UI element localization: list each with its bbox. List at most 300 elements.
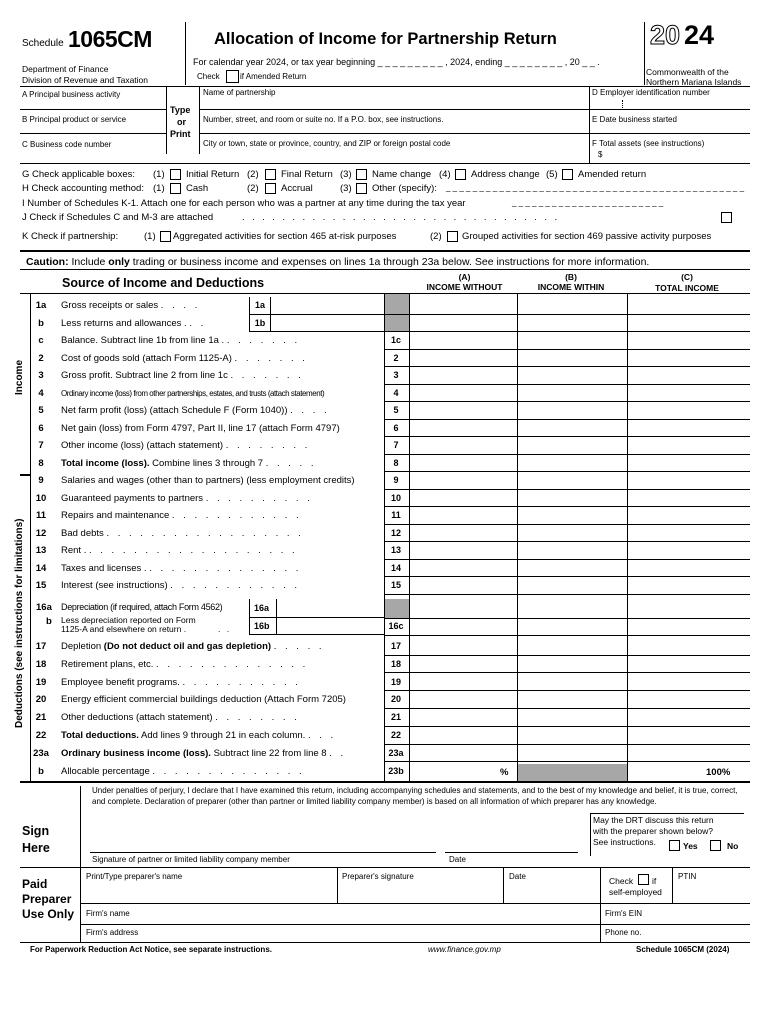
line-description bbox=[61, 641, 325, 652]
line-number: 23a bbox=[33, 747, 49, 759]
col-c-amount[interactable] bbox=[628, 560, 750, 577]
col-a-amount[interactable] bbox=[410, 472, 517, 489]
commonwealth-line1: Commonwealth of the bbox=[646, 67, 729, 77]
line-number: 7 bbox=[38, 440, 44, 451]
address-change-checkbox[interactable] bbox=[455, 169, 466, 180]
line16a-num: 16a bbox=[36, 602, 52, 613]
table-row bbox=[0, 525, 770, 543]
line-desc-text: Total income (loss). bbox=[61, 457, 150, 469]
g1-text: Initial Return bbox=[186, 169, 240, 180]
line-number: 11 bbox=[35, 510, 47, 521]
line-box-label: 5 bbox=[393, 405, 399, 415]
line-dots: . . . . . . . . . . . . . . bbox=[149, 562, 302, 574]
use-only-label: Use Only bbox=[22, 907, 75, 921]
check-label: Check bbox=[197, 72, 220, 81]
line-dots: . . . . . bbox=[265, 457, 317, 469]
firm-address-label: Firm's address bbox=[86, 928, 139, 937]
drt-yes-label: Yes bbox=[683, 841, 698, 851]
k1-text: Aggregated activities for section 465 at-risk purposes bbox=[173, 231, 397, 242]
line-desc-text: Ordinary income (loss) from other partnerships, estates, and trusts (attach statement) bbox=[61, 388, 325, 398]
line16b-desc2: 1125-A and elsewhere on return . bbox=[61, 624, 187, 634]
line-desc-text2: Combine lines 3 through 7 bbox=[149, 457, 264, 469]
line-dots: . . . . . . . bbox=[234, 352, 308, 364]
line-desc-text: Guaranteed payments to partners bbox=[61, 492, 204, 504]
year-outline: 20 bbox=[650, 20, 681, 50]
initial-return-checkbox[interactable] bbox=[170, 169, 181, 180]
col-c-amount[interactable] bbox=[628, 455, 750, 472]
table-row bbox=[0, 402, 770, 420]
col-c-amount[interactable] bbox=[628, 420, 750, 437]
col-c-amount[interactable] bbox=[628, 525, 750, 542]
line23b-percent-sign: % bbox=[500, 767, 509, 778]
col-b-amount[interactable] bbox=[518, 638, 627, 655]
table-row bbox=[0, 350, 770, 368]
line16b-sub: 16b bbox=[254, 621, 270, 631]
form-title: Allocation of Income for Partnership Return bbox=[214, 30, 557, 48]
line-number: 10 bbox=[35, 492, 47, 504]
col-c-amount[interactable] bbox=[628, 472, 750, 489]
paid-label: Paid bbox=[22, 877, 48, 891]
line-number: b bbox=[38, 765, 44, 777]
table-row bbox=[0, 542, 770, 560]
col-a-amount[interactable] bbox=[410, 727, 517, 744]
col-b-amount[interactable] bbox=[518, 691, 627, 708]
line-description bbox=[61, 712, 300, 723]
col-b-amount[interactable] bbox=[518, 350, 627, 367]
table-row bbox=[0, 560, 770, 578]
label-principal-activity: A Principal business activity bbox=[22, 90, 121, 99]
col-b-amount[interactable] bbox=[518, 525, 627, 542]
penalty-statement: Under penalties of perjury, I declare that I have examined this return, including accompanying schedules and statements, and to the best of my knowledge and belief, it is true, correct, and complete. Declaration of preparer (other than partner or limited liability company member) is based on all information of which preparer has any knowledge. bbox=[92, 786, 738, 806]
cash-checkbox[interactable] bbox=[170, 183, 181, 194]
line-box-label: 23b bbox=[388, 765, 404, 776]
firm-ein-label: Firm's EIN bbox=[605, 909, 643, 918]
col-a-amount[interactable] bbox=[410, 709, 517, 726]
table-row bbox=[0, 709, 770, 727]
drt-yes-checkbox[interactable] bbox=[669, 840, 680, 851]
preparer-date-label: Date bbox=[509, 872, 526, 881]
line-description bbox=[61, 545, 298, 556]
col-a-amount[interactable] bbox=[410, 507, 517, 524]
preparer-label: Preparer bbox=[22, 892, 72, 906]
col-c-header: TOTAL INCOME bbox=[655, 283, 719, 293]
caution-post: trading or business income and expenses on lines 1a through 23a below. See instructions for more information. bbox=[132, 256, 650, 268]
preparer-signature-label: Preparer's signature bbox=[342, 872, 414, 881]
line-number: 17 bbox=[35, 641, 47, 652]
line-number: 4 bbox=[38, 387, 44, 399]
print-label: Print bbox=[170, 129, 191, 139]
line-description bbox=[61, 677, 301, 688]
schedule-word: Schedule bbox=[22, 38, 64, 49]
col-c-amount[interactable] bbox=[628, 674, 750, 691]
col-a-amount[interactable] bbox=[410, 455, 517, 472]
label-principal-product: B Principal product or service bbox=[22, 115, 127, 124]
col-b-amount[interactable] bbox=[518, 507, 627, 524]
dept-line1: Department of Finance bbox=[22, 64, 109, 74]
line-box-label: 15 bbox=[390, 580, 401, 590]
line-desc-text: Total deductions. bbox=[61, 730, 139, 741]
line-desc-text2: (Do not deduct oil and gas depletion) bbox=[101, 641, 272, 652]
col-b-amount[interactable] bbox=[518, 472, 627, 489]
h-label: H Check accounting method: bbox=[22, 183, 144, 194]
table-row bbox=[0, 315, 770, 333]
signature-label: Signature of partner or limited liability company member bbox=[92, 855, 290, 864]
line16a-sub: 16a bbox=[254, 603, 270, 613]
line-description bbox=[61, 389, 324, 398]
line-description bbox=[61, 694, 346, 705]
line-description bbox=[61, 748, 346, 759]
col-a-amount[interactable] bbox=[410, 350, 517, 367]
sign-label: Sign bbox=[22, 824, 50, 838]
col-a-amount[interactable] bbox=[410, 385, 517, 402]
form-number: 1065CM bbox=[68, 26, 152, 52]
year-solid: 24 bbox=[684, 20, 715, 50]
line-dots: . . . . . . . . bbox=[225, 440, 311, 451]
final-return-checkbox[interactable] bbox=[265, 169, 276, 180]
self-employed-check-label: Check bbox=[609, 876, 634, 886]
label-date-started: E Date business started bbox=[592, 115, 677, 124]
col-b-amount[interactable] bbox=[518, 437, 627, 454]
table-row bbox=[0, 455, 770, 473]
col-a-amount[interactable] bbox=[410, 577, 517, 594]
line-description bbox=[61, 370, 304, 381]
drt-box bbox=[590, 813, 744, 856]
table-row bbox=[0, 490, 770, 508]
col-a-amount[interactable] bbox=[410, 437, 517, 454]
col-c-amount[interactable] bbox=[628, 542, 750, 559]
col-c-amount[interactable] bbox=[628, 691, 750, 708]
line-box-label: 19 bbox=[390, 676, 401, 687]
col-c-amount[interactable] bbox=[628, 507, 750, 524]
line-desc-text: Interest (see instructions) bbox=[61, 580, 168, 591]
col-a-amount[interactable] bbox=[410, 656, 517, 673]
line-number: 13 bbox=[35, 545, 47, 556]
section-title: Source of Income and Deductions bbox=[62, 276, 265, 290]
col-a-amount[interactable] bbox=[410, 490, 517, 507]
line-description bbox=[61, 318, 206, 329]
line-dots: . . . . . . . bbox=[226, 335, 301, 346]
k-label: K Check if partnership: bbox=[22, 231, 119, 242]
col-c-amount[interactable] bbox=[628, 437, 750, 454]
line-box-label: 1c bbox=[390, 335, 401, 345]
col-a-amount[interactable] bbox=[410, 638, 517, 655]
table-row bbox=[0, 297, 770, 315]
table-row bbox=[0, 638, 770, 656]
self-employed-if: if bbox=[652, 876, 657, 886]
col-b-amount[interactable] bbox=[518, 727, 627, 744]
col-c-amount[interactable] bbox=[628, 402, 750, 419]
here-label: Here bbox=[22, 841, 50, 855]
g2-num: (2) bbox=[247, 169, 259, 180]
line-description bbox=[61, 353, 308, 364]
deductions-side-label: Deductions (see instructions for limitations) bbox=[14, 518, 25, 728]
line16c-box: 16c bbox=[388, 621, 404, 631]
line-description bbox=[61, 528, 304, 539]
col-a-amount[interactable] bbox=[410, 525, 517, 542]
col-b-amount[interactable] bbox=[518, 315, 627, 332]
line-number: 8 bbox=[38, 457, 44, 469]
h2-text: Accrual bbox=[281, 183, 313, 194]
col-c-amount[interactable] bbox=[628, 577, 750, 594]
line-dots: . . . . bbox=[290, 405, 330, 416]
footer-form-id: Schedule 1065CM (2024) bbox=[636, 945, 730, 954]
col-c-amount[interactable] bbox=[628, 350, 750, 367]
line-desc-text2: Add lines 9 through 21 in each column. bbox=[138, 730, 306, 741]
amended-return-checkbox[interactable] bbox=[226, 70, 239, 83]
line-dots: . . . . bbox=[160, 300, 201, 311]
line-box-label: 3 bbox=[393, 370, 399, 380]
or-label: or bbox=[177, 117, 186, 127]
col-b-amount[interactable] bbox=[518, 455, 627, 472]
footer-website[interactable]: www.finance.gov.mp bbox=[428, 945, 501, 954]
line-desc-text: Ordinary business income (loss). bbox=[61, 747, 211, 759]
col-a-amount[interactable] bbox=[410, 332, 517, 349]
line-dots: . . . . . . . . . . . . bbox=[171, 510, 302, 521]
table-row bbox=[0, 656, 770, 674]
line16b-dots: . . bbox=[218, 624, 232, 634]
label-street: Number, street, and room or suite no. If a P.O. box, see instructions. bbox=[203, 115, 444, 124]
amended-label: if Amended Return bbox=[240, 72, 307, 81]
line-desc-text: Other deductions (attach statement) bbox=[61, 712, 213, 724]
col-b-amount[interactable] bbox=[518, 577, 627, 594]
label-partnership-name: Name of partnership bbox=[203, 88, 276, 97]
line-description bbox=[61, 580, 300, 591]
aggregated-activities-checkbox[interactable] bbox=[160, 231, 171, 242]
line16b-desc1: Less depreciation reported on Form bbox=[61, 615, 196, 625]
line-dots: . . bbox=[189, 317, 207, 329]
self-employed-checkbox[interactable] bbox=[638, 874, 649, 885]
label-city: City or town, state or province, country, and ZIP or foreign postal code bbox=[203, 139, 451, 148]
col-b-amount[interactable] bbox=[518, 709, 627, 726]
line-description bbox=[61, 563, 301, 574]
line16a-desc: Depreciation (if required, attach Form 4562) bbox=[61, 602, 223, 612]
col-b-amount[interactable] bbox=[518, 560, 627, 577]
k1-count-input[interactable]: _ _ _ _ _ _ _ _ _ _ _ _ _ _ _ _ _ _ _ _ _ _ _ bbox=[512, 198, 664, 207]
col-a-amount[interactable] bbox=[410, 402, 517, 419]
line-desc-text: Depletion bbox=[61, 641, 102, 652]
col-c-amount[interactable] bbox=[628, 490, 750, 507]
i-text: I Number of Schedules K-1. Attach one for each person who was a partner at any time during the tax year bbox=[22, 198, 466, 209]
col-b-amount[interactable] bbox=[518, 385, 627, 402]
col-b-amount[interactable] bbox=[518, 674, 627, 691]
line-number: 14 bbox=[35, 562, 47, 574]
h1-num: (1) bbox=[153, 183, 165, 194]
col-c-amount[interactable] bbox=[628, 297, 750, 314]
table-row bbox=[0, 420, 770, 438]
line-dots: . . . . . bbox=[273, 641, 325, 652]
line-description bbox=[61, 458, 316, 469]
table-row bbox=[0, 385, 770, 403]
line23b-total-percent: 100% bbox=[706, 767, 731, 778]
col-b-amount[interactable] bbox=[518, 420, 627, 437]
table-row bbox=[0, 674, 770, 692]
signature-line[interactable] bbox=[90, 852, 436, 853]
line-description bbox=[61, 405, 330, 416]
line-box-label: 2 bbox=[393, 352, 399, 363]
line-number: 9 bbox=[38, 475, 44, 486]
line-box-label: 20 bbox=[390, 694, 401, 705]
col-c-amount[interactable] bbox=[628, 763, 750, 780]
g4-text: Address change bbox=[471, 169, 540, 180]
table-row bbox=[0, 332, 770, 350]
ptin-label: PTIN bbox=[678, 872, 697, 881]
line-dots: . . . . . . . . . . . . . . . . . . . bbox=[89, 545, 298, 556]
col-b-amount[interactable] bbox=[518, 763, 627, 780]
col-b-amount[interactable] bbox=[518, 656, 627, 673]
table-row bbox=[0, 472, 770, 490]
line16b-num: b bbox=[46, 616, 52, 627]
line-box-label: 10 bbox=[390, 492, 401, 503]
line-dots: . . . . . . . . . . . . . . . . . . bbox=[106, 527, 304, 539]
col-c-amount[interactable] bbox=[628, 332, 750, 349]
line-desc-text: Employee benefit programs. bbox=[61, 676, 180, 688]
col-b-amount[interactable] bbox=[518, 745, 627, 762]
col-b-letter: (B) bbox=[565, 272, 577, 282]
line-box-label: 9 bbox=[393, 475, 399, 485]
col-c-amount[interactable] bbox=[628, 656, 750, 673]
line-box-label: 17 bbox=[390, 641, 401, 651]
accrual-checkbox[interactable] bbox=[265, 183, 276, 194]
col-a-amount[interactable] bbox=[410, 542, 517, 559]
schedules-c-m3-checkbox[interactable] bbox=[721, 212, 732, 223]
col-c-amount[interactable] bbox=[628, 315, 750, 332]
g5-text: Amended return bbox=[578, 169, 647, 180]
grouped-activities-checkbox[interactable] bbox=[447, 231, 458, 242]
caution-bold: Caution: bbox=[26, 256, 69, 268]
line-box-label: 7 bbox=[393, 440, 399, 450]
line-box-label: 4 bbox=[393, 387, 399, 398]
g1-num: (1) bbox=[153, 169, 165, 180]
line-desc-text: Balance. Subtract line 1b from line 1a . bbox=[61, 335, 225, 346]
line-desc-text: Gross receipts or sales bbox=[61, 300, 159, 311]
line-desc-text: Other income (loss) (attach statement) bbox=[61, 440, 224, 451]
h3-num: (3) bbox=[340, 183, 352, 194]
table-row bbox=[0, 763, 770, 781]
line-box-label: 18 bbox=[390, 658, 401, 669]
line-description bbox=[61, 659, 308, 670]
preparer-name-label: Print/Type preparer's name bbox=[86, 872, 183, 881]
table-row bbox=[0, 745, 770, 763]
col-c-amount[interactable] bbox=[628, 709, 750, 726]
drt-line2: with the preparer shown below? bbox=[593, 826, 714, 836]
col-c-amount[interactable] bbox=[628, 367, 750, 384]
line-number: 1a bbox=[35, 300, 47, 311]
col-a-amount[interactable] bbox=[410, 691, 517, 708]
line-number: 12 bbox=[35, 527, 47, 539]
j-text: J Check if Schedules C and M-3 are attached bbox=[22, 212, 214, 223]
col-a-amount[interactable] bbox=[410, 420, 517, 437]
other-method-checkbox[interactable] bbox=[356, 183, 367, 194]
line-desc-text2: Subtract line 22 from line 8 bbox=[210, 747, 327, 759]
caution-only: only bbox=[108, 256, 130, 268]
caution-pre: Include bbox=[71, 256, 106, 268]
line-desc-text: Net gain (loss) from Form 4797, Part II, line 17 (attach Form 4797) bbox=[61, 422, 340, 434]
table-row bbox=[0, 577, 770, 595]
line-number: 18 bbox=[35, 658, 47, 670]
line-16 bbox=[0, 599, 770, 635]
line-box-label: 14 bbox=[390, 562, 401, 573]
line-box-label: 8 bbox=[393, 457, 399, 468]
h3-text: Other (specify): bbox=[372, 183, 437, 194]
col-a-amount[interactable] bbox=[410, 674, 517, 691]
line-description bbox=[61, 423, 340, 434]
line-desc-text: Energy efficient commercial buildings deduction (Attach Form 7205) bbox=[61, 694, 346, 706]
table-row bbox=[0, 437, 770, 455]
line-description bbox=[61, 300, 200, 311]
commonwealth-line2: Northern Mariana Islands bbox=[646, 77, 742, 87]
drt-no-checkbox[interactable] bbox=[710, 840, 721, 851]
col-c-amount[interactable] bbox=[628, 638, 750, 655]
other-method-input[interactable]: _ _ _ _ _ _ _ _ _ _ _ _ _ _ _ _ _ _ _ _ _ _ _ _ _ _ _ _ _ _ _ _ _ _ _ _ _ _ _ _ _ _ _ _ _ bbox=[446, 183, 745, 192]
col-c-letter: (C) bbox=[681, 272, 693, 282]
line-dots: . . . . . . . . . . . . bbox=[170, 580, 301, 591]
line-dots: . . . . . . . . . . . . . . bbox=[152, 765, 305, 777]
col-a-amount[interactable] bbox=[410, 367, 517, 384]
amended-return-g-checkbox[interactable] bbox=[562, 169, 573, 180]
line-description bbox=[61, 766, 305, 777]
col-b-amount[interactable] bbox=[518, 367, 627, 384]
col-a-letter: (A) bbox=[458, 272, 471, 282]
line-box-label: 23a bbox=[388, 747, 404, 758]
line-desc-text: Rent . bbox=[61, 545, 87, 556]
col-b-amount[interactable] bbox=[518, 542, 627, 559]
col-b-amount[interactable] bbox=[518, 402, 627, 419]
sub-box-label: 1a bbox=[254, 300, 265, 310]
self-employed-label: self-employed bbox=[609, 887, 662, 897]
col-c-amount[interactable] bbox=[628, 385, 750, 402]
col-a-amount[interactable] bbox=[410, 745, 517, 762]
line-description bbox=[61, 440, 310, 451]
line-box-label: 11 bbox=[391, 510, 401, 520]
line-number: 15 bbox=[35, 580, 47, 591]
caution-line bbox=[26, 256, 649, 268]
col-a-amount[interactable] bbox=[410, 297, 517, 314]
g-label: G Check applicable boxes: bbox=[22, 169, 136, 180]
total-assets-dollar: $ bbox=[598, 150, 603, 159]
line-desc-text: Repairs and maintenance bbox=[61, 510, 170, 521]
col-a-amount[interactable] bbox=[410, 315, 517, 332]
table-row bbox=[0, 507, 770, 525]
col-a-header: INCOME WITHOUT bbox=[426, 282, 503, 292]
k2-num: (2) bbox=[430, 231, 442, 242]
line-number: 22 bbox=[35, 730, 47, 741]
line-dots: . . . . . . . . . . . bbox=[182, 676, 301, 688]
line-number: 21 bbox=[35, 712, 47, 724]
g3-num: (3) bbox=[340, 169, 352, 180]
col-c-amount[interactable] bbox=[628, 745, 750, 762]
line-desc-text: Retirement plans, etc. bbox=[61, 658, 154, 670]
g2-text: Final Return bbox=[281, 169, 333, 180]
col-b-amount[interactable] bbox=[518, 332, 627, 349]
table-row bbox=[0, 727, 770, 745]
g4-num: (4) bbox=[439, 169, 451, 180]
drt-line3: See instructions. bbox=[593, 837, 656, 847]
name-change-checkbox[interactable] bbox=[356, 169, 367, 180]
label-ein: D Employer identification number bbox=[592, 88, 710, 97]
col-b-amount[interactable] bbox=[518, 490, 627, 507]
col-b-amount[interactable] bbox=[518, 297, 627, 314]
line-box-label: 6 bbox=[393, 422, 399, 433]
k1-num: (1) bbox=[144, 231, 156, 242]
col-c-amount[interactable] bbox=[628, 727, 750, 744]
col-a-amount[interactable] bbox=[410, 560, 517, 577]
line-box-label: 13 bbox=[390, 545, 401, 555]
calendar-line: For calendar year 2024, or tax year beginning _ _ _ _ _ _ _ _ _ , 2024, ending _ _ _ _ _ _ _ _ , 20 _ _ . bbox=[193, 57, 600, 67]
line-dots: . . . . . . . . bbox=[215, 712, 300, 724]
line-dots: . . bbox=[329, 747, 347, 759]
sign-date-line[interactable] bbox=[445, 852, 578, 853]
line-description bbox=[61, 475, 355, 486]
